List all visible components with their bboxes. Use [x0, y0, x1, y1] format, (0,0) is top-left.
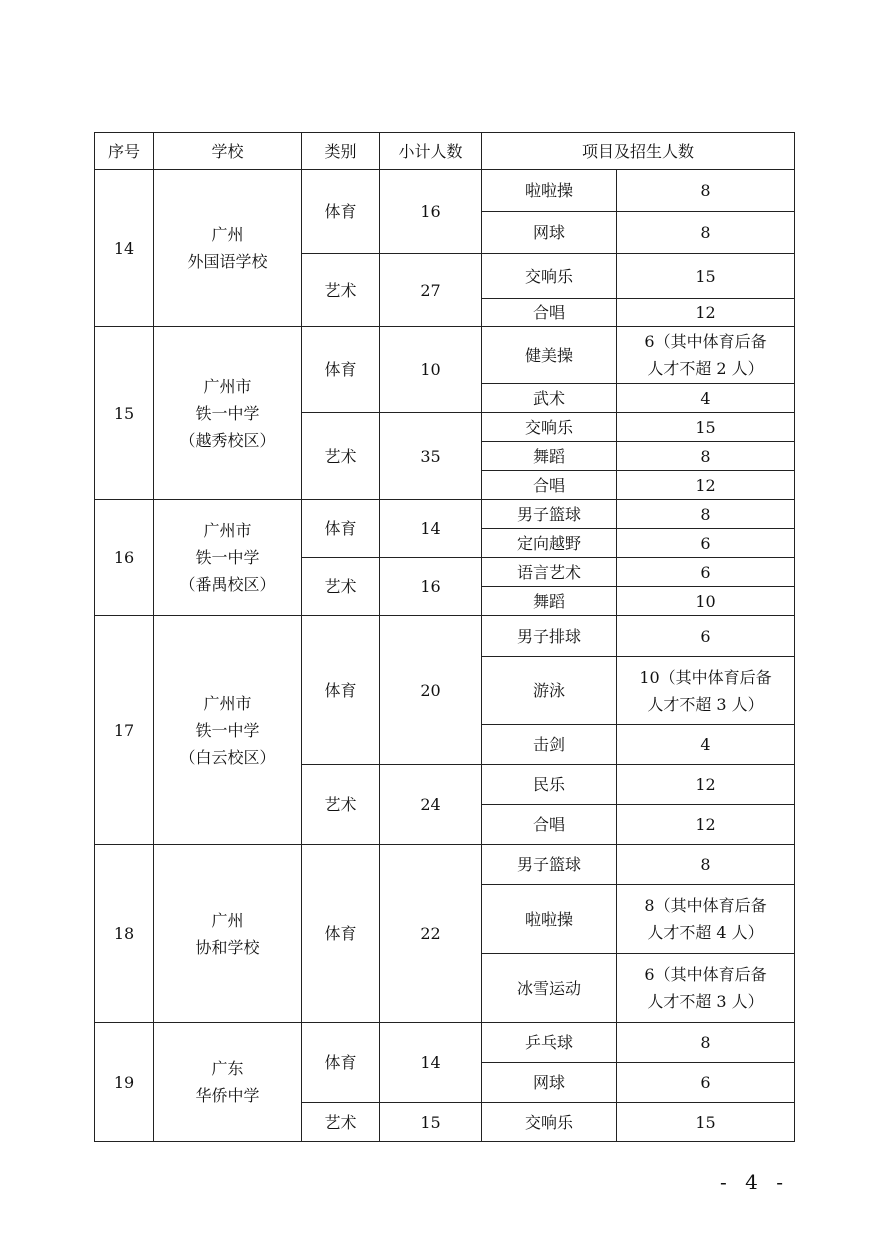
project-name: 合唱 [482, 299, 617, 327]
subtotal: 24 [380, 765, 482, 845]
row-no: 17 [95, 616, 154, 845]
project-count: 8 [617, 1023, 795, 1063]
project-name: 游泳 [482, 657, 617, 725]
subtotal: 14 [380, 500, 482, 558]
category: 体育 [302, 327, 380, 413]
school-name: 广州 外国语学校 [154, 170, 302, 327]
project-count: 12 [617, 299, 795, 327]
project-count: 15 [617, 1103, 795, 1142]
header-subtotal: 小计人数 [380, 133, 482, 170]
project-name: 男子篮球 [482, 500, 617, 529]
table-row [95, 170, 795, 212]
project-count: 6（其中体育后备 人才不超 3 人） [617, 954, 795, 1023]
table-row [95, 327, 795, 384]
project-name: 语言艺术 [482, 558, 617, 587]
project-count: 8 [617, 170, 795, 212]
project-name: 网球 [482, 1063, 617, 1103]
category: 艺术 [302, 765, 380, 845]
project-name: 合唱 [482, 471, 617, 500]
subtotal: 16 [380, 170, 482, 254]
category: 艺术 [302, 413, 380, 500]
subtotal: 20 [380, 616, 482, 765]
project-name: 网球 [482, 212, 617, 254]
table-row [95, 500, 795, 529]
project-count: 12 [617, 805, 795, 845]
project-count: 8 [617, 845, 795, 885]
project-name: 啦啦操 [482, 885, 617, 954]
project-name: 乒乓球 [482, 1023, 617, 1063]
subtotal: 27 [380, 254, 482, 327]
project-name: 定向越野 [482, 529, 617, 558]
project-count: 15 [617, 254, 795, 299]
project-count: 6 [617, 558, 795, 587]
school-name: 广东 华侨中学 [154, 1023, 302, 1142]
header-row [95, 133, 795, 170]
project-count: 6 [617, 529, 795, 558]
project-count: 8（其中体育后备 人才不超 4 人） [617, 885, 795, 954]
project-name: 合唱 [482, 805, 617, 845]
category: 体育 [302, 616, 380, 765]
project-name: 冰雪运动 [482, 954, 617, 1023]
category: 体育 [302, 500, 380, 558]
subtotal: 14 [380, 1023, 482, 1103]
project-name: 武术 [482, 384, 617, 413]
category: 艺术 [302, 1103, 380, 1142]
table-row [95, 1023, 795, 1063]
school-name: 广州市 铁一中学 （越秀校区） [154, 327, 302, 500]
project-count: 6 [617, 616, 795, 657]
row-no: 18 [95, 845, 154, 1023]
project-name: 交响乐 [482, 413, 617, 442]
enrollment-table [94, 132, 795, 1142]
subtotal: 15 [380, 1103, 482, 1142]
subtotal: 16 [380, 558, 482, 616]
category: 体育 [302, 845, 380, 1023]
project-name: 男子排球 [482, 616, 617, 657]
project-name: 击剑 [482, 725, 617, 765]
subtotal: 22 [380, 845, 482, 1023]
school-name: 广州 协和学校 [154, 845, 302, 1023]
category: 体育 [302, 1023, 380, 1103]
category: 艺术 [302, 254, 380, 327]
project-count: 6（其中体育后备 人才不超 2 人） [617, 327, 795, 384]
project-name: 啦啦操 [482, 170, 617, 212]
project-count: 10（其中体育后备 人才不超 3 人） [617, 657, 795, 725]
row-no: 19 [95, 1023, 154, 1142]
row-no: 14 [95, 170, 154, 327]
project-count: 12 [617, 765, 795, 805]
project-name: 交响乐 [482, 1103, 617, 1142]
page-number: - 4 - [720, 1170, 789, 1194]
table-row [95, 616, 795, 657]
row-no: 16 [95, 500, 154, 616]
school-name: 广州市 铁一中学 （番禺校区） [154, 500, 302, 616]
header-school: 学校 [154, 133, 302, 170]
project-name: 舞蹈 [482, 587, 617, 616]
header-projects: 项目及招生人数 [482, 133, 795, 170]
subtotal: 35 [380, 413, 482, 500]
project-count: 6 [617, 1063, 795, 1103]
project-name: 健美操 [482, 327, 617, 384]
subtotal: 10 [380, 327, 482, 413]
school-name: 广州市 铁一中学 （白云校区） [154, 616, 302, 845]
table-row [95, 845, 795, 885]
project-name: 交响乐 [482, 254, 617, 299]
project-count: 8 [617, 212, 795, 254]
category: 艺术 [302, 558, 380, 616]
project-name: 男子篮球 [482, 845, 617, 885]
project-name: 民乐 [482, 765, 617, 805]
project-count: 15 [617, 413, 795, 442]
project-name: 舞蹈 [482, 442, 617, 471]
category: 体育 [302, 170, 380, 254]
project-count: 8 [617, 500, 795, 529]
header-category: 类别 [302, 133, 380, 170]
header-no: 序号 [95, 133, 154, 170]
project-count: 4 [617, 384, 795, 413]
row-no: 15 [95, 327, 154, 500]
project-count: 4 [617, 725, 795, 765]
project-count: 12 [617, 471, 795, 500]
project-count: 10 [617, 587, 795, 616]
project-count: 8 [617, 442, 795, 471]
